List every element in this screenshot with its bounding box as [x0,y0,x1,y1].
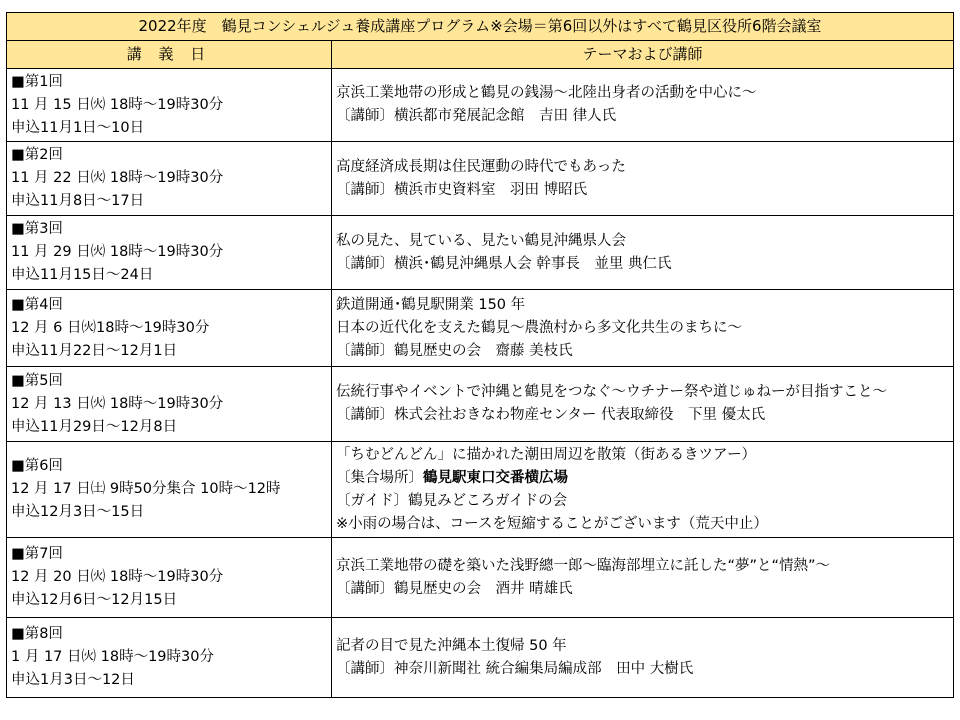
rain-note: ※小雨の場合は、コースを短縮することがございます（荒天中止） [336,515,768,532]
topic-cell [332,618,954,698]
lecturer: 〔講師〕株式会社おきなわ物産センター 代表取締役 下里 優太氏 [336,407,766,423]
topic-cell [332,442,954,538]
topic-cell [332,538,954,618]
lecture-date-cell [7,538,332,618]
session-number: ■第5回 [11,372,63,389]
session-number: ■第1回 [11,73,63,90]
session-number: ■第6回 [11,458,63,474]
topic-title: 伝統行事やイベントで沖縄と鶴見をつなぐ～ウチナー祭や道じゅねーが目指すこと～ [336,384,887,400]
session-datetime: 12 月 17 日㈯ 9時50分集合 10時～12時 [11,481,281,497]
lecture-date-cell [7,367,332,442]
topic-cell [332,142,954,216]
lecturer: 〔講師〕横浜･鶴見沖縄県人会 幹事長 並里 典仁氏 [336,255,672,272]
topic-title: 記者の目で見た沖縄本土復帰 50 年 [336,637,567,654]
table-row [7,367,954,442]
session-number: ■第4回 [11,296,63,313]
lecture-date-cell [7,290,332,367]
table-row [7,442,954,538]
application-period: 申込11月8日～17日 [11,193,145,209]
lecture-date-cell [7,618,332,698]
topic-cell [332,69,954,142]
table-row [7,538,954,618]
lecturer: 〔講師〕鶴見歴史の会 齋藤 美枝氏 [336,342,573,359]
session-number: ■第7回 [11,546,63,562]
topic-cell [332,290,954,367]
session-datetime: 11 月 22 日㈫ 18時～19時30分 [11,170,224,186]
topic-title: 京浜工業地帯の礎を築いた浅野總一郎～臨海部埋立に託した“夢”と“情熱”～ [336,557,831,574]
session-datetime: 11 月 15 日㈫ 18時～19時30分 [11,96,224,113]
table-row [7,618,954,698]
col-header-topic: テーマおよび講師 [332,41,954,69]
application-period: 申込12月6日～12月15日 [11,592,178,608]
lecture-date-cell [7,216,332,290]
program-table [6,12,954,698]
table-row [7,216,954,290]
header-row [7,41,954,69]
session-datetime: 12 月 13 日㈫ 18時～19時30分 [11,395,224,412]
topic-subtitle: 日本の近代化を支えた鶴見～農漁村から多文化共生のまちに～ [336,319,742,336]
application-period: 申込11月15日～24日 [11,267,154,283]
application-period: 申込11月1日～10日 [11,119,145,136]
table-row [7,69,954,142]
topic-cell [332,216,954,290]
topic-cell [332,367,954,442]
meeting-place-line [336,467,953,490]
lecture-date-cell [7,442,332,538]
lecturer: 〔講師〕神奈川新聞社 統合編集局編成部 田中 大樹氏 [336,660,694,677]
session-datetime: 1 月 17 日㈫ 18時～19時30分 [11,649,214,665]
meeting-place: 鶴見駅東口交番横広場 [423,469,568,486]
title-row [7,13,954,41]
meeting-place-label: 〔集合場所〕 [336,469,423,486]
topic-title: 京浜工業地帯の形成と鶴見の銭湯～北陸出身者の活動を中心に～ [336,85,757,101]
application-period: 申込1月3日～12日 [11,672,135,688]
lecture-date-cell [7,69,332,142]
topic-title: 私の見た、見ている、見たい鶴見沖縄県人会 [336,232,626,249]
application-period: 申込11月22日～12月1日 [11,342,178,359]
lecture-date-cell [7,142,332,216]
session-number: ■第3回 [11,221,63,237]
lecturer: 〔講師〕鶴見歴史の会 酒井 晴雄氏 [336,580,573,597]
table-row [7,290,954,367]
guide: 〔ガイド〕鶴見みどころガイドの会 [336,492,568,509]
application-period: 申込12月3日～15日 [11,504,145,520]
lecturer: 〔講師〕横浜都市発展記念館 吉田 律人氏 [336,108,617,124]
topic-title: 高度経済成長期は住民運動の時代でもあった [336,158,626,175]
session-number: ■第2回 [11,147,63,163]
application-period: 申込11月29日～12月8日 [11,418,178,435]
topic-title: 「ちむどんどん」に描かれた潮田周辺を散策（街あるきツアー） [336,446,757,463]
table-row [7,142,954,216]
lecturer: 〔講師〕横浜市史資料室 羽田 博昭氏 [336,181,588,198]
session-number: ■第8回 [11,626,63,642]
session-datetime: 12 月 20 日㈫ 18時～19時30分 [11,569,224,585]
session-datetime: 12 月 6 日㈫18時～19時30分 [11,319,210,336]
program-title: 2022年度 鶴見コンシェルジュ養成講座プログラム※会場＝第6回以外はすべて鶴見区役所6階会議室 [7,13,954,41]
col-header-date: 講 義 日 [7,41,332,69]
session-datetime: 11 月 29 日㈫ 18時～19時30分 [11,244,224,260]
topic-title: 鉄道開通･鶴見駅開業 150 年 [336,296,526,313]
